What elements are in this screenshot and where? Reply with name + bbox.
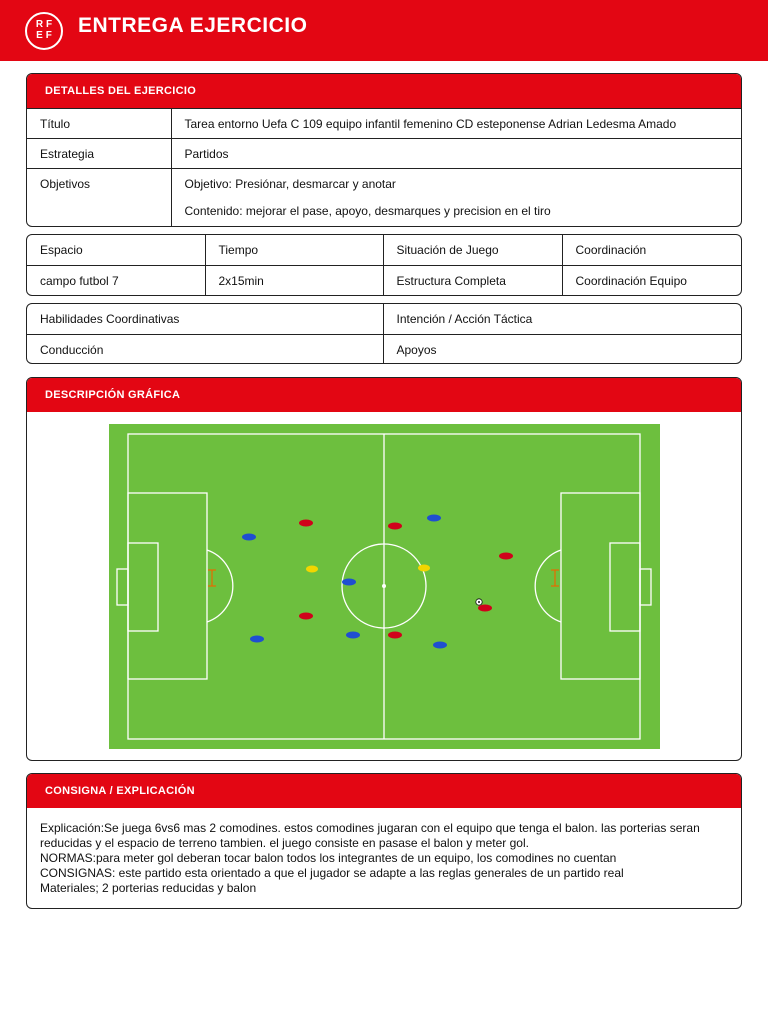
situation-label: Situación de Juego xyxy=(383,235,562,265)
player-blue xyxy=(433,642,447,649)
details-table xyxy=(27,108,741,226)
explanation-card xyxy=(26,773,742,909)
space-value: campo futbol 7 xyxy=(27,265,205,295)
context-table xyxy=(27,235,741,295)
details-row-strategy xyxy=(27,139,741,169)
coordination-value: Coordinación Equipo xyxy=(562,265,741,295)
objective-text: Objetivo: Presiónar, desmarcar y anotar xyxy=(184,177,396,191)
logo-text: RF EF xyxy=(35,19,56,41)
player-blue xyxy=(346,632,360,639)
graphic-card xyxy=(26,377,742,761)
pitch-svg xyxy=(109,424,660,749)
context-value-row xyxy=(27,265,741,295)
ball-icon xyxy=(476,599,482,605)
details-row-objectives xyxy=(27,169,741,226)
explanation-line: Explicación:Se juega 6vs6 mas 2 comodines. estos comodines jugaran con el equipo que tenga el balon. las porterias seran reducidas y el espacio de terreno tambien. el juego consiste en pasase el balon y meter gol. xyxy=(40,821,704,850)
player-blue xyxy=(342,579,356,586)
skills-value-row xyxy=(27,334,741,364)
top-bar xyxy=(0,0,768,61)
time-label: Tiempo xyxy=(205,235,383,265)
pitch-diagram xyxy=(109,424,660,749)
player-red xyxy=(388,523,402,530)
page-title: ENTREGA EJERCICIO xyxy=(78,14,308,37)
details-header: DETALLES DEL EJERCICIO xyxy=(27,74,741,108)
skills-table xyxy=(27,304,741,364)
skills-card xyxy=(26,303,742,364)
context-card xyxy=(26,234,742,296)
title-label: Título xyxy=(27,109,171,139)
player-red xyxy=(499,553,513,560)
player-red xyxy=(478,605,492,612)
instructions-line: CONSIGNAS: este partido esta orientado a que el jugador se adapte a las reglas generales de un partido real xyxy=(40,866,624,880)
space-label: Espacio xyxy=(27,235,205,265)
situation-value: Estructura Completa xyxy=(383,265,562,295)
objectives-label: Objetivos xyxy=(27,169,171,226)
skills-label: Habilidades Coordinativas xyxy=(27,304,383,334)
player-blue xyxy=(427,515,441,522)
time-value: 2x15min xyxy=(205,265,383,295)
player-red xyxy=(299,613,313,620)
coordination-label: Coordinación xyxy=(575,243,647,257)
player-blue xyxy=(242,534,256,541)
context-header-row xyxy=(27,235,741,265)
player-blue xyxy=(250,636,264,643)
rules-line: NORMAS:para meter gol deberan tocar balon todos los integrantes de un equipo, los comodines no cuentan xyxy=(40,851,617,865)
graphic-header: DESCRIPCIÓN GRÁFICA xyxy=(27,378,741,412)
strategy-value: Partidos xyxy=(171,139,741,169)
rfef-logo xyxy=(25,12,63,50)
player-neutral xyxy=(418,565,430,572)
details-card xyxy=(26,73,742,227)
player-red xyxy=(299,520,313,527)
skills-value: Conducción xyxy=(27,334,383,364)
content-text: Contenido: mejorar el pase, apoyo, desmarques y precision en el tiro xyxy=(184,204,551,218)
strategy-label: Estrategia xyxy=(27,139,171,169)
skills-header-row xyxy=(27,304,741,334)
explanation-body xyxy=(27,808,741,896)
details-row-title xyxy=(27,109,741,139)
tactic-label: Intención / Acción Táctica xyxy=(396,312,533,326)
explanation-header: CONSIGNA / EXPLICACIÓN xyxy=(27,774,741,808)
materials-line: Materiales; 2 porterias reducidas y balon xyxy=(40,881,257,895)
player-neutral xyxy=(306,566,318,573)
player-red xyxy=(388,632,402,639)
center-spot xyxy=(382,584,386,588)
objectives-value xyxy=(171,169,741,226)
title-value: Tarea entorno Uefa C 109 equipo infantil femenino CD esteponense Adrian Ledesma Amado xyxy=(171,109,741,139)
tactic-value: Apoyos xyxy=(383,334,741,364)
